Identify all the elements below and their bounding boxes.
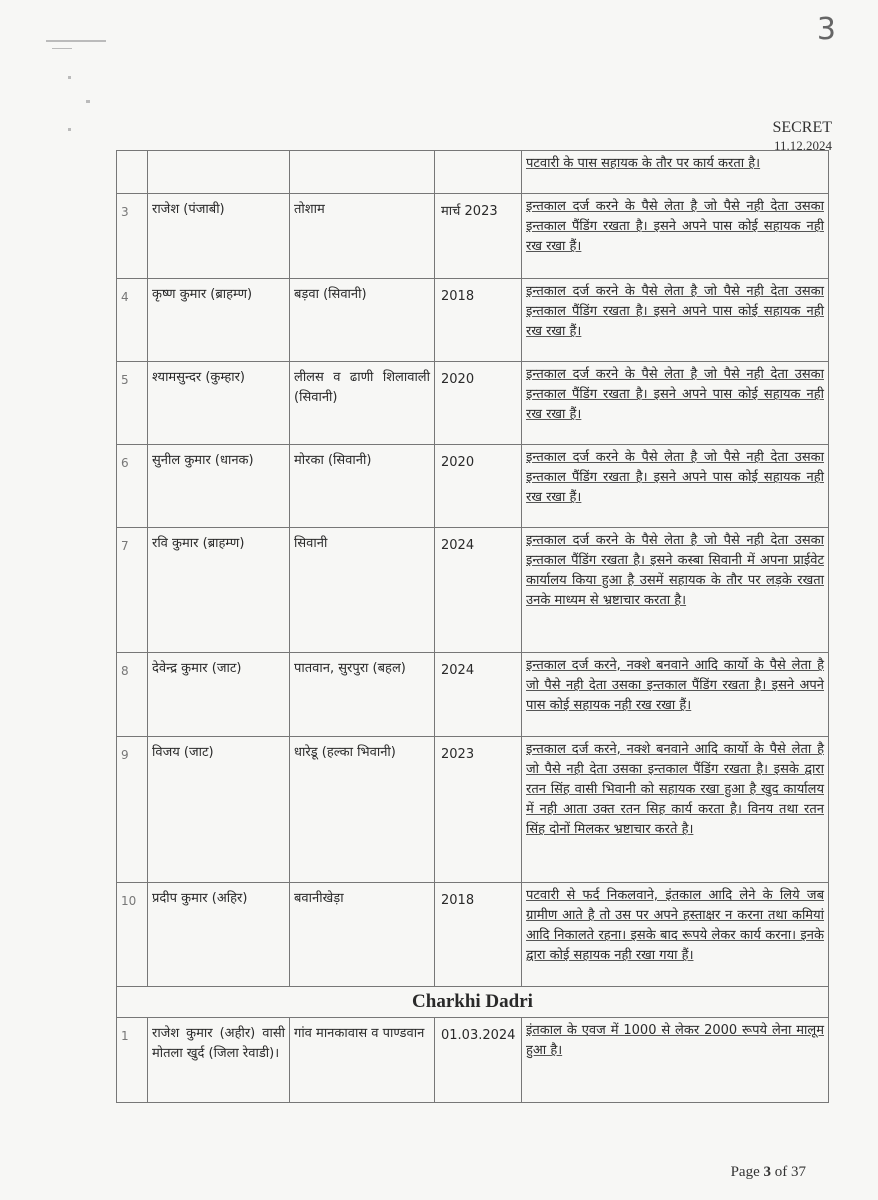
year-cell: [435, 151, 522, 194]
serial-number-cell: 6: [117, 445, 148, 528]
table-row: [117, 279, 829, 362]
name-cell: [148, 151, 290, 194]
name-cell: देवेन्द्र कुमार (जाट): [148, 653, 290, 737]
remarks-cell: [522, 194, 829, 279]
name-cell: राजेश (पंजाबी): [148, 194, 290, 279]
place-cell: सिवानी: [290, 528, 435, 653]
serial-number-cell: 7: [117, 528, 148, 653]
table-row: [117, 1018, 829, 1103]
serial-number-cell: [117, 151, 148, 194]
name-cell: श्यामसुन्दर (कुम्हार): [148, 362, 290, 445]
table-row: [117, 528, 829, 653]
name-cell: सुनील कुमार (धानक): [148, 445, 290, 528]
patwari-records-table: [116, 150, 829, 1103]
remarks-text: पटवारी के पास सहायक के तौर पर कार्य करता है।: [526, 156, 761, 171]
remarks-text: इन्तकाल दर्ज करने, नक्शे बनवाने आदि कार्यो के पैसे लेता है जो पैसे नही देता उसका इन्तकाल पैंडिंग रखता है। इसके द्वारा रतन सिंह वासी भिवानी को सहायक रखा हुआ है खुद कार्यालय में नही आता उक्त रतन सिह कार्य करता है। विनय तथा रतन सिंह दोनों मिलकर भ्रष्टाचार करते है।: [526, 742, 824, 837]
serial-number-cell: 5: [117, 362, 148, 445]
document-header: [772, 118, 832, 154]
table-row: [117, 151, 829, 194]
year-cell: 2018: [435, 279, 522, 362]
remarks-text: इन्तकाल दर्ज करने के पैसे लेता है जो पैसे नही देता उसका इन्तकाल पैंडिंग रखता है। इसने अपने पास कोई सहायक नही रख रखा हैं।: [526, 367, 824, 422]
year-cell: 2020: [435, 362, 522, 445]
year-cell: 2023: [435, 737, 522, 883]
serial-number-cell: 1: [117, 1018, 148, 1103]
remarks-text: इन्तकाल दर्ज करने, नक्शे बनवाने आदि कार्यो के पैसे लेता है जो पैसे नही देता उसका इन्तकाल पैंडिंग रखता है। इसने अपने पास कोई सहायक नही रख रखा हैं।: [526, 658, 824, 713]
scan-mark: [68, 128, 71, 131]
table-row: [117, 445, 829, 528]
scan-mark: [46, 40, 106, 42]
table-row: [117, 737, 829, 883]
place-cell: बवानीखेड़ा: [290, 883, 435, 987]
page-footer: [731, 1164, 806, 1181]
year-cell: 2020: [435, 445, 522, 528]
remarks-cell: [522, 1018, 829, 1103]
name-cell: प्रदीप कुमार (अहिर): [148, 883, 290, 987]
year-cell: 01.03.2024: [435, 1018, 522, 1103]
name-cell: राजेश कुमार (अहीर) वासी मोतला खुर्द (जिला रेवाडी)।: [148, 1018, 290, 1103]
remarks-text: इन्तकाल दर्ज करने के पैसे लेता है जो पैसे नही देता उसका इन्तकाल पैंडिंग रखता है। इसने अपने पास कोई सहायक नही रख रखा हैं।: [526, 450, 824, 505]
place-cell: गांव मानकावास व पाण्डवान: [290, 1018, 435, 1103]
table-body: [117, 151, 829, 1103]
remarks-cell: [522, 528, 829, 653]
place-cell: पातवान, सुरपुरा (बहल): [290, 653, 435, 737]
name-cell: रवि कुमार (ब्राहम्ण): [148, 528, 290, 653]
serial-number-cell: 9: [117, 737, 148, 883]
remarks-cell: [522, 653, 829, 737]
remarks-cell: [522, 445, 829, 528]
serial-number-cell: 4: [117, 279, 148, 362]
remarks-cell: [522, 883, 829, 987]
page-of-label: of: [774, 1164, 788, 1180]
scan-mark: [86, 100, 90, 103]
name-cell: कृष्ण कुमार (ब्राहम्ण): [148, 279, 290, 362]
page-total: 37: [791, 1164, 806, 1180]
name-cell: विजय (जाट): [148, 737, 290, 883]
remarks-text: पटवारी से फर्द निकलवाने, इंतकाल आदि लेने के लिये जब ग्रामीण आते है तो उस पर अपने हस्ताक्षर न करना तथा कमियां आदि निकालते रहना। इसके बाद रूपये लेकर कार्य करना। इनके द्वारा कोई सहायक नही रखा गया हैं।: [526, 888, 824, 963]
handwritten-page-number: 3: [816, 12, 836, 47]
year-cell: 2024: [435, 528, 522, 653]
table-row: [117, 653, 829, 737]
page-label: Page: [730, 1164, 760, 1180]
serial-number-cell: 10: [117, 883, 148, 987]
remarks-text: इन्तकाल दर्ज करने के पैसे लेता है जो पैसे नही देता उसका इन्तकाल पैंडिंग रखता है। इसने कस्बा सिवानी में अपना प्राईवेट कार्यालय किया हुआ है उसमें सहायक के तौर पर लड़के रखता उनके माध्यम से भ्रष्टाचार करता है।: [526, 533, 824, 608]
remarks-cell: [522, 151, 829, 194]
scan-mark: [68, 76, 71, 79]
remarks-cell: [522, 362, 829, 445]
year-cell: 2018: [435, 883, 522, 987]
place-cell: मोरका (सिवानी): [290, 445, 435, 528]
classification-label: SECRET: [772, 119, 832, 136]
place-cell: [290, 151, 435, 194]
scan-mark: [52, 48, 72, 49]
section-title: Charkhi Dadri: [117, 987, 829, 1018]
table-row: [117, 883, 829, 987]
serial-number-cell: 8: [117, 653, 148, 737]
place-cell: बड़वा (सिवानी): [290, 279, 435, 362]
place-cell: तोशाम: [290, 194, 435, 279]
place-cell: धारेडू (हल्का भिवानी): [290, 737, 435, 883]
document-date: 11.12.2024: [773, 138, 832, 153]
table-row: [117, 362, 829, 445]
remarks-text: इन्तकाल दर्ज करने के पैसे लेता है जो पैसे नही देता उसका इन्तकाल पैंडिंग रखता है। इसने अपने पास कोई सहायक नही रख रखा हैं।: [526, 199, 824, 254]
remarks-cell: [522, 279, 829, 362]
remarks-text: इंतकाल के एवज में 1000 से लेकर 2000 रूपये लेना मालूम हुआ है।: [526, 1023, 824, 1058]
table-row: [117, 194, 829, 279]
section-header-row: [117, 987, 829, 1018]
year-cell: 2024: [435, 653, 522, 737]
page-current: 3: [763, 1164, 771, 1180]
remarks-cell: [522, 737, 829, 883]
remarks-text: इन्तकाल दर्ज करने के पैसे लेता है जो पैसे नही देता उसका इन्तकाल पैंडिंग रखता है। इसने अपने पास कोई सहायक नही रख रखा हैं।: [526, 284, 824, 339]
serial-number-cell: 3: [117, 194, 148, 279]
place-cell: लीलस व ढाणी शिलावाली (सिवानी): [290, 362, 435, 445]
year-cell: मार्च 2023: [435, 194, 522, 279]
